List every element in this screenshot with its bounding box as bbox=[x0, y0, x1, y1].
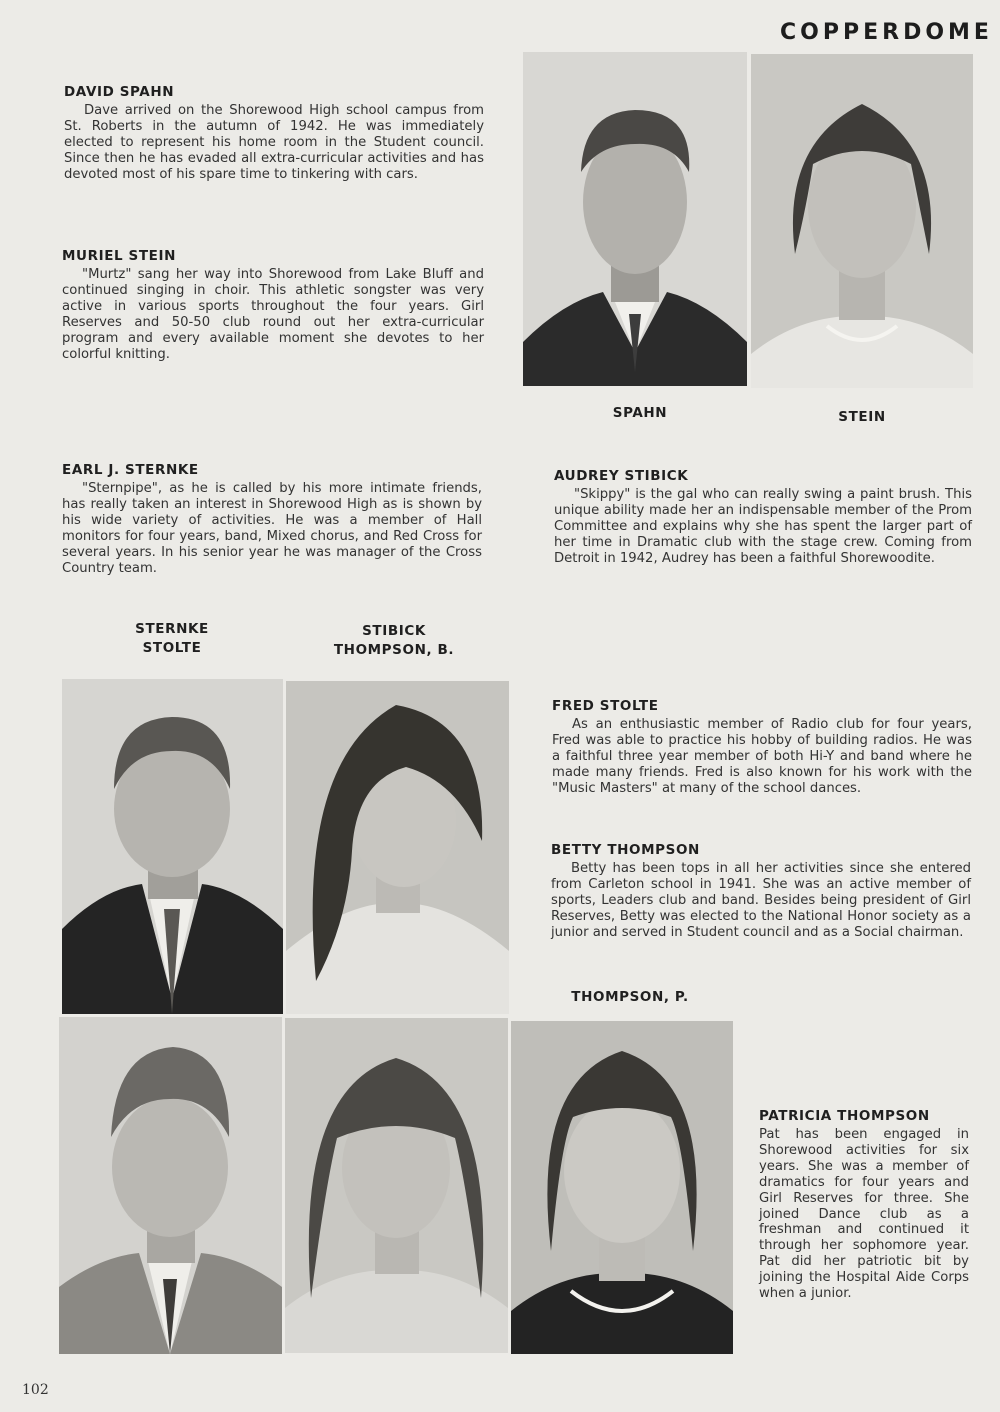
bio-bthompson bbox=[551, 842, 971, 941]
bio-stibick bbox=[554, 468, 972, 567]
portrait-bthompson bbox=[285, 1018, 508, 1353]
bio-text: "Murtz" sang her way into Shorewood from Lake Bluff and continued singing in choir. This athletic songster was very active in various sports throughout the four years. Girl Reserves and 50-50 club round out her extra-curricular program and every available moment she devotes to her colorful knitting. bbox=[62, 267, 484, 362]
portrait-sternke bbox=[62, 679, 283, 1014]
bio-text: Pat has been engaged in Shorewood activities for six years. She was a member of dramatics for four years and Girl Reserves for three. She joined Dance club as a freshman and continued it through her sophomore year. Pat did her patriotic bit by joining the Hospital Aide Corps when a junior. bbox=[759, 1127, 969, 1302]
bio-stein bbox=[62, 248, 484, 362]
bio-name: AUDREY STIBICK bbox=[554, 468, 689, 484]
caption-stein: STEIN bbox=[838, 409, 886, 425]
caption-right-column bbox=[324, 622, 464, 660]
portrait-spahn bbox=[523, 52, 747, 386]
page-number: 102 bbox=[22, 1382, 49, 1398]
bio-name: PATRICIA THOMPSON bbox=[759, 1108, 930, 1124]
running-head: COPPERDOME bbox=[780, 20, 993, 45]
caption-left-column bbox=[112, 620, 232, 658]
bio-name: FRED STOLTE bbox=[552, 698, 659, 714]
bio-text: "Skippy" is the gal who can really swing a paint brush. This unique ability made her an indispensable member of the Prom Committee and explains why she has spent the larger part of her time in Dramatic club with the stage crew. Coming from Detroit in 1942, Audrey has been a faithful Shorewoodite. bbox=[554, 487, 972, 566]
caption-sternke: STERNKE bbox=[135, 621, 209, 637]
bio-text: "Sternpipe", as he is called by his more intimate friends, has really taken an interest in Shorewood High as is shown by his wide variety of activities. He was a member of Hall monitors for four years, band, Mixed chorus, and Red Cross for several years. In his senior year he was manager of the Cross Country team. bbox=[62, 481, 482, 576]
caption-pthompson: THOMPSON, P. bbox=[571, 989, 689, 1005]
bio-name: MURIEL STEIN bbox=[62, 248, 177, 264]
bio-spahn bbox=[64, 84, 484, 183]
bio-text: Dave arrived on the Shorewood High school campus from St. Roberts in the autumn of 1942. He was immediately elected to represent his home room in the Student council. Since then he has evaded all extra-curricular activities and has devoted most of his spare time to tinkering with cars. bbox=[64, 103, 484, 182]
portrait-stolte bbox=[59, 1017, 282, 1354]
bio-pthompson bbox=[759, 1108, 969, 1302]
bio-text: As an enthusiastic member of Radio club for four years, Fred was able to practice his hobby of building radios. He was a faithful three year member of both Hi-Y and band where he made many friends. Fred is also known for his work with the "Music Masters" at many of the school dances. bbox=[552, 717, 972, 796]
bio-name: EARL J. STERNKE bbox=[62, 462, 199, 478]
portrait-stibick bbox=[286, 681, 509, 1014]
caption-spahn: SPAHN bbox=[612, 405, 668, 421]
portrait-stein bbox=[751, 54, 973, 388]
portrait-pthompson bbox=[511, 1021, 733, 1354]
bio-text: Betty has been tops in all her activities since she entered from Carleton school in 1941. She was an active member of sports, Leaders club and band. Besides being president of Girl Reserves, Betty was elected to the National Honor society as a junior and served in Student council and as a Social chairman. bbox=[551, 861, 971, 940]
bio-name: BETTY THOMPSON bbox=[551, 842, 700, 858]
bio-stolte bbox=[552, 698, 972, 797]
caption-bthompson: THOMPSON, B. bbox=[333, 642, 455, 658]
caption-stibick: STIBICK bbox=[362, 623, 426, 639]
bio-name: DAVID SPAHN bbox=[64, 84, 175, 100]
bio-sternke bbox=[62, 462, 482, 576]
caption-stolte: STOLTE bbox=[142, 640, 202, 656]
